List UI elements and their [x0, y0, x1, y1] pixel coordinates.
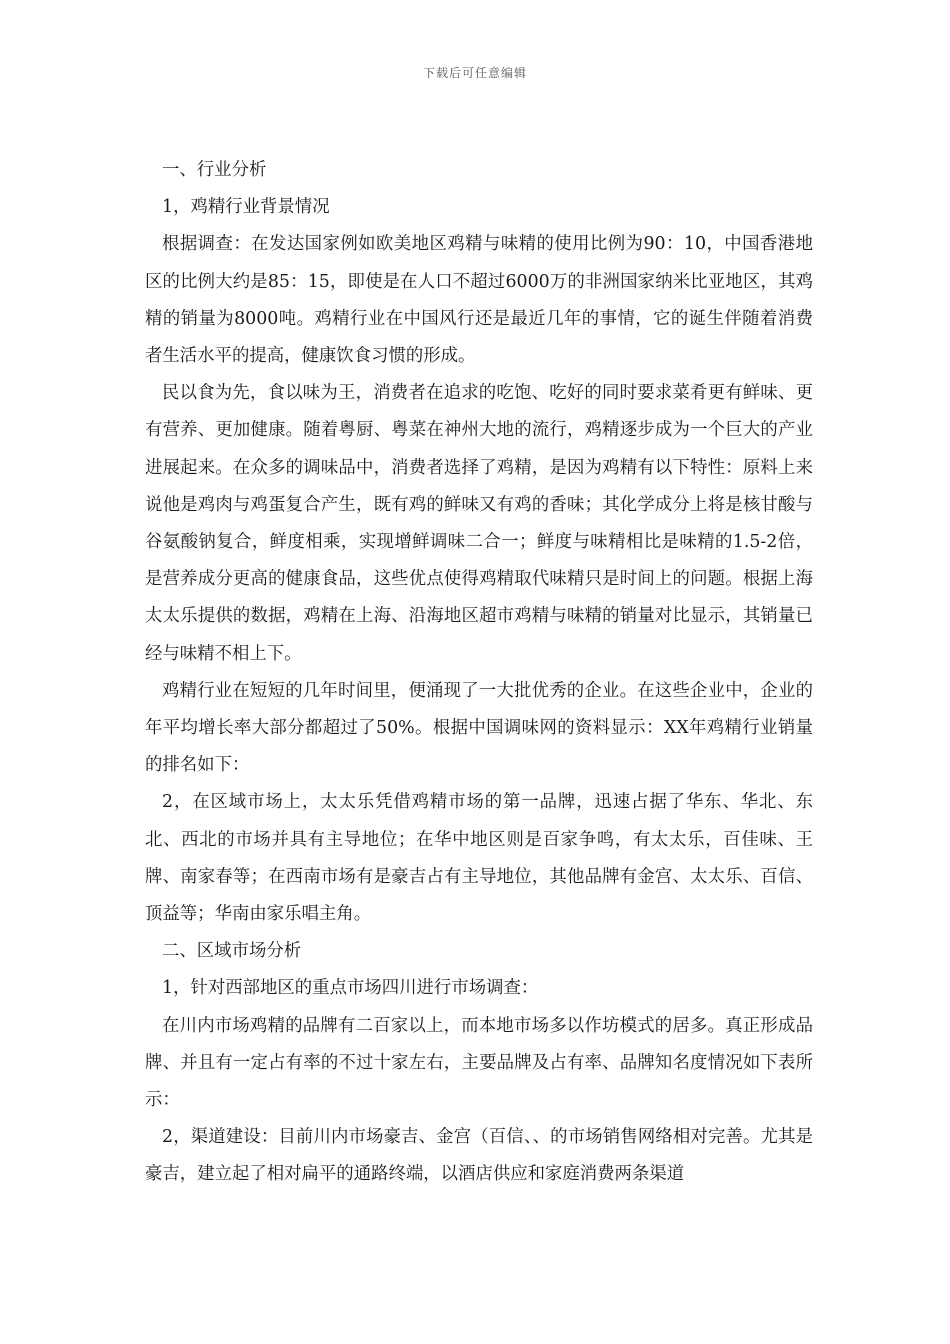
- paragraph: 鸡精行业在短短的几年时间里，便涌现了一大批优秀的企业。在这些企业中，企业的年平均增长率大部分都超过了50%。根据中国调味网的资料显示：XX年鸡精行业销量的排名如下：: [145, 680, 813, 776]
- paragraph: 民以食为先，食以味为王，消费者在追求的吃饱、吃好的同时要求菜肴更有鲜味、更有营养、更加健康。随着粤厨、粤菜在神州大地的流行，鸡精逐步成为一个巨大的产业进展起来。在众多的调味品中，消费者选择了鸡精，是因为鸡精有以下特性：原料上来说他是鸡肉与鸡蛋复合产生，既有鸡的鲜味又有鸡的香味；其化学成分上将是核甘酸与谷氨酸钠复合，鲜度相乘，实现增鲜调味二合一；鲜度与味精相比是味精的1.5-2倍，是营养成分更高的健康食品，这些优点使得鸡精取代味精只是时间上的问题。根据上海太太乐提供的数据，鸡精在上海、沿海地区超市鸡精与味精的销量对比显示，其销量已经与味精不相上下。: [145, 383, 813, 664]
- paragraph: 2，在区域市场上，太太乐凭借鸡精市场的第一品牌，迅速占据了华东、华北、东北、西北的市场并具有主导地位；在华中地区则是百家争鸣，有太太乐，百佳味、王牌、南家春等；在西南市场有是豪吉占有主导地位，其他品牌有金宫、太太乐、百信、顶益等；华南由家乐唱主角。: [145, 792, 813, 925]
- paragraph: 在川内市场鸡精的品牌有二百家以上，而本地市场多以作坊模式的居多。真正形成品牌、并且有一定占有率的不过十家左右，主要品牌及占有率、品牌知名度情况如下表所示：: [145, 1015, 813, 1111]
- subheading-sichuan: 1，针对西部地区的重点市场四川进行市场调查：: [162, 978, 539, 999]
- paragraph: 2，渠道建设：目前川内市场豪吉、金宫（百信、、的市场销售网络相对完善。尤其是豪吉，建立起了相对扁平的通路终端，以酒店供应和家庭消费两条渠道: [145, 1127, 813, 1185]
- section-heading-industry: 一、行业分析: [162, 160, 267, 180]
- document-body: [145, 152, 813, 1194]
- paragraph: 根据调查：在发达国家例如欧美地区鸡精与味精的使用比例为90：10，中国香港地区的比例大约是85：15，即使是在人口不超过6000万的非洲国家纳米比亚地区，其鸡精的销量为8000吨。鸡精行业在中国风行还是最近几年的事情，它的诞生伴随着消费者生活水平的提高，健康饮食习惯的形成。: [145, 234, 813, 367]
- page-header: 下载后可任意编辑: [422, 66, 527, 80]
- subheading-background: 1，鸡精行业背景情况: [162, 197, 330, 218]
- section-heading-regional: 二、区域市场分析: [162, 941, 302, 962]
